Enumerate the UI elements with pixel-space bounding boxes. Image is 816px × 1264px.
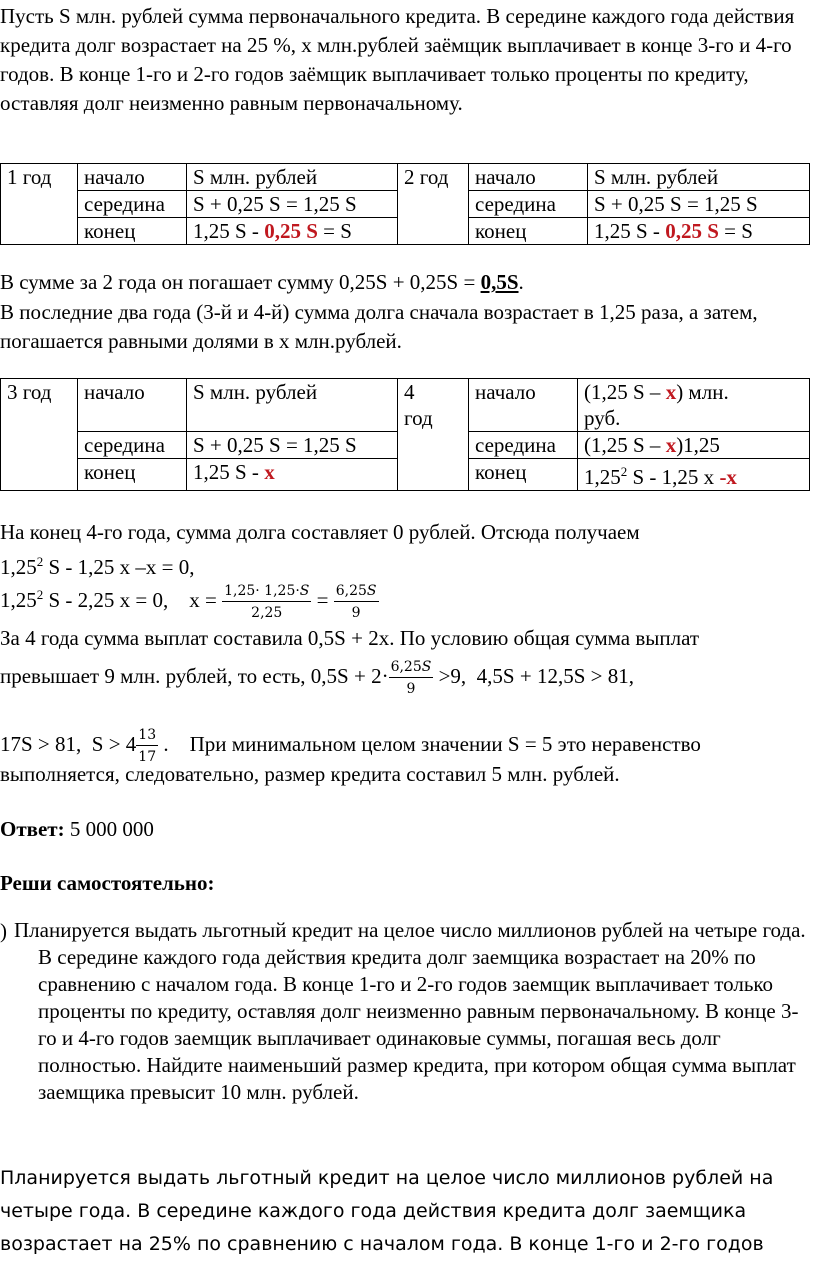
exceeds-pre: превышает 9 млн. рублей, то есть, 0,5S + 2· <box>0 664 389 688</box>
ineq-pre: 17S > 81, S > 4 <box>0 732 137 756</box>
t1-end-label: конец <box>78 218 187 245</box>
t2-y4-start-x: x <box>665 380 677 404</box>
t1-end-post: = S <box>317 219 352 243</box>
t1-end-pre: 1,25 S - <box>193 219 265 243</box>
t2-y3-end-pre: 1,25 S - <box>193 460 265 484</box>
total-payments-line: За 4 года сумма выплат составила 0,5S + 2x. По условию общая сумма выплат <box>0 626 700 650</box>
t1b-end-label: конец <box>469 218 588 245</box>
t2-y4-end-minus-x: -x <box>719 465 737 489</box>
ineq-post: . При минимальном целом значении S = 5 это неравенство <box>158 732 701 756</box>
inequality-line-2: выполняется, следовательно, размер кредита составил 5 млн. рублей. <box>0 762 620 786</box>
t2-y4-end-value <box>578 459 810 491</box>
t2-y3-end-value <box>187 459 398 491</box>
exceeds-post: >9, 4,5S + 12,5S > 81, <box>433 664 634 688</box>
self-study-heading: Реши самостоятельно: <box>0 871 215 895</box>
sum-two-years-line <box>0 268 810 297</box>
sum-line-result: 0,5S <box>480 270 519 294</box>
t2-y3-start-value: S млн. рублей <box>187 379 398 432</box>
t2-y4-mid-value <box>578 432 810 459</box>
t1b-mid-value: S + 0,25 S = 1,25 S <box>588 191 810 218</box>
task-1-text <box>14 917 810 1106</box>
intro-paragraph: Пусть S млн. рублей сумма первоначального кредита. В середине каждого года действия кредита долг возрастает на 25 %, х млн.рублей заёмщик выплачивает в конце 3-го и 4-го годов. В конце 1-го и 2-го годов заёмщик выплачивает только проценты по кредиту, оставляя долг неизменно равным первоначальному. <box>0 4 795 115</box>
last-two-years-paragraph: В последние два года (3-й и 4-й) сумма долга сначала возрастает в 1,25 раза, а затем, погашается равными долями в х млн.рублей. <box>0 300 758 353</box>
year-2-cell: 2 год <box>398 164 469 245</box>
fraction-1-numerator: 1,25· 1,25·𝑆 <box>222 582 311 602</box>
fraction-3-numerator: 6,25𝑆 <box>389 658 434 678</box>
year-4-cell <box>398 379 469 491</box>
t2-y4-start-line2: руб. <box>584 406 621 430</box>
fraction-3 <box>389 658 434 698</box>
t2-y3-end-x: x <box>264 460 275 484</box>
t1-start-value: S млн. рублей <box>187 164 398 191</box>
eq1-post: S - 1,25 x –x = 0, <box>43 555 195 579</box>
t1-end-interest: 0,25 S <box>264 219 318 243</box>
fraction-1-denominator: 2,25 <box>251 605 283 622</box>
t2-start-label: начало <box>78 379 187 432</box>
sum-line-dot: . <box>518 270 524 294</box>
t1b-start-value: S млн. рублей <box>588 164 810 191</box>
t1-mid-value: S + 0,25 S = 1,25 S <box>187 191 398 218</box>
t2-y3-mid-value: S + 0,25 S = 1,25 S <box>187 432 398 459</box>
eq2-mid: S - 2,25 x = 0, x = <box>43 588 223 612</box>
fraction-4-denominator: 17 <box>138 749 157 766</box>
table-years-3-4 <box>0 378 810 491</box>
t2-y4-mid-post: )1,25 <box>676 433 720 457</box>
fraction-3-denominator: 9 <box>406 681 416 698</box>
t1-start-label: начало <box>78 164 187 191</box>
end-year4-line: На конец 4-го года, сумма долга составляет 0 рублей. Отсюда получаем <box>0 520 640 544</box>
equation-2 <box>0 572 379 623</box>
year-4-number: 4 <box>404 380 415 404</box>
t2-y4-start-post: ) млн. <box>676 380 729 404</box>
t2-y4-end-mid: S - 1,25 x <box>627 465 720 489</box>
fraction-4-numerator: 13 <box>136 726 158 746</box>
t1-mid-label: середина <box>78 191 187 218</box>
t1b-start-label: начало <box>469 164 588 191</box>
answer-line <box>0 815 154 844</box>
t2-y4-start-value <box>578 379 810 432</box>
t2-y4-start-label: начало <box>469 379 578 432</box>
exceeds-line <box>0 650 634 702</box>
fraction-2 <box>334 582 379 622</box>
eq2-equals: = <box>311 588 334 612</box>
t2-y4-mid-x: x <box>665 433 677 457</box>
t2-y4-mid-pre: (1,25 S – <box>584 433 666 457</box>
t2-end-label: конец <box>78 459 187 491</box>
t2-y4-mid-label: середина <box>469 432 578 459</box>
t1b-end-post: = S <box>718 219 753 243</box>
task-2-text: Планируется выдать льготный кредит на целое число миллионов рублей на четыре года. В середине каждого года действия кредита долг заемщика возрастает на 25% по сравнению с началом года. В конце 1-го и 2-го годов <box>0 1167 774 1255</box>
fraction-2-denominator: 9 <box>351 605 361 622</box>
eq2-sup: 2 <box>36 587 44 602</box>
year-3-cell: 3 год <box>1 379 78 491</box>
t1b-end-interest: 0,25 S <box>665 219 719 243</box>
t2-y4-end-pre: 1,25 <box>584 465 621 489</box>
fraction-2-numerator: 6,25𝑆 <box>334 582 379 602</box>
t2-y4-start-pre: (1,25 S – <box>584 380 666 404</box>
task-1-marker: ) <box>0 919 7 943</box>
t1b-mid-label: середина <box>469 191 588 218</box>
year-1-cell: 1 год <box>1 164 78 245</box>
eq2-pre: 1,25 <box>0 588 37 612</box>
t2-mid-label: середина <box>78 432 187 459</box>
t1b-end-value <box>588 218 810 245</box>
table-years-1-2 <box>0 163 810 245</box>
t2-y4-end-sup: 2 <box>620 464 628 479</box>
t2-y4-end-label: конец <box>469 459 578 491</box>
answer-value: 5 000 000 <box>64 817 154 841</box>
eq1-sup: 2 <box>36 554 44 569</box>
answer-label: Ответ: <box>0 817 65 841</box>
fraction-1 <box>222 582 311 622</box>
t1b-end-pre: 1,25 S - <box>594 219 666 243</box>
eq1-pre: 1,25 <box>0 555 37 579</box>
task-1-body: Планируется выдать льготный кредит на целое число миллионов рублей на четыре года. В середине каждого года действия кредита долг заемщика возрастает на 20% по сравнению с началом года. В конце 1-го и 2-го годов заемщик выплачивает только проценты по кредиту, оставляя долг неизменно равным первоначальному. В конце 3-го и 4-го годов заемщик выплачивает одинаковые суммы, погашая весь долг полностью. Найдите наименьший размер кредита, при котором общая сумма выплат заемщика превысит 10 млн. рублей. <box>14 918 806 1104</box>
sum-line-text: В сумме за 2 года он погашает сумму 0,25S + 0,25S = <box>0 270 481 294</box>
t1-end-value <box>187 218 398 245</box>
year-4-word: год <box>404 406 433 430</box>
